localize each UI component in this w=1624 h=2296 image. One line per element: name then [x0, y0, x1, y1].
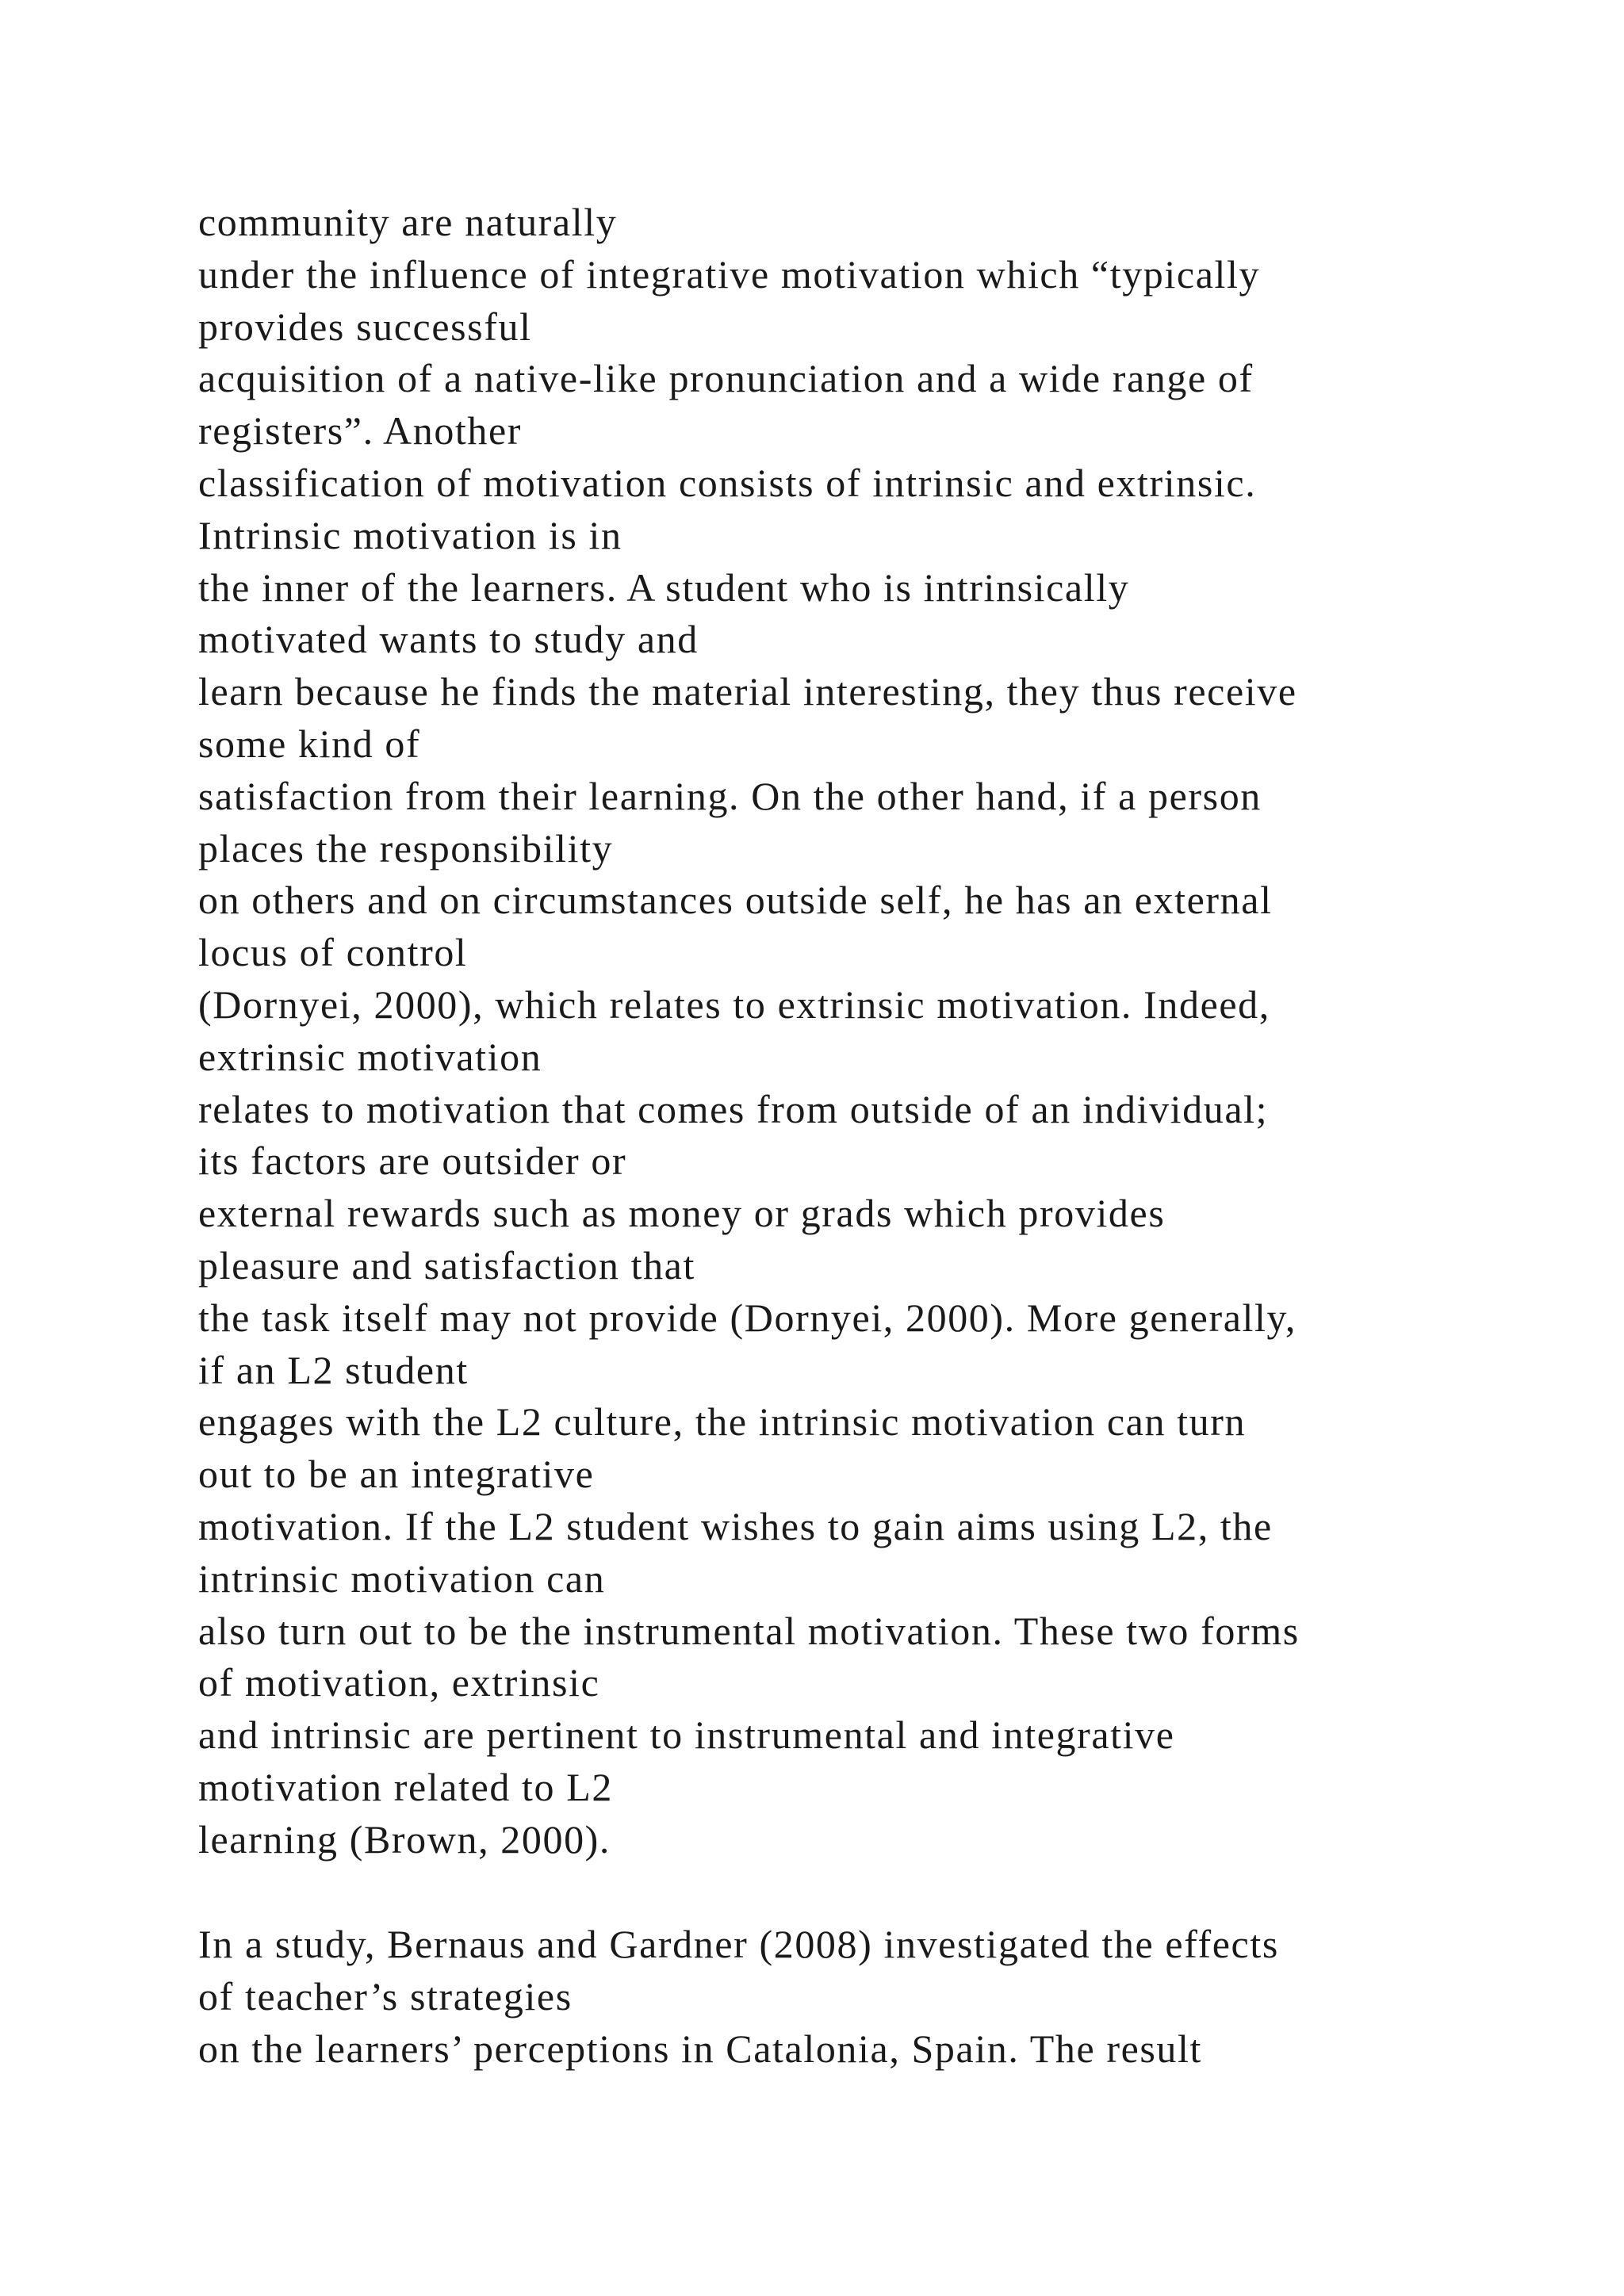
text-line: and intrinsic are pertinent to instrumental and integrative [198, 1712, 1175, 1758]
text-line: locus of control [198, 930, 468, 975]
text-line: out to be an integrative [198, 1452, 595, 1497]
paragraph-motivation-classification [198, 197, 1546, 1866]
text-line: classification of motivation consists of intrinsic and extrinsic. [198, 460, 1257, 505]
text-line: community are naturally [198, 200, 618, 244]
text-line: also turn out to be the instrumental motivation. These two forms [198, 1608, 1300, 1653]
text-line: external rewards such as money or grads which provides [198, 1191, 1166, 1236]
text-line: Intrinsic motivation is in [198, 512, 622, 557]
text-line: motivated wants to study and [198, 617, 699, 662]
text-line: motivation related to L2 [198, 1764, 613, 1809]
text-line: acquisition of a native-like pronunciation and a wide range of [198, 356, 1254, 401]
text-line: places the responsibility [198, 825, 614, 871]
paragraph-bernaus-gardner-study [198, 1919, 1546, 2075]
text-line: under the influence of integrative motivation which “typically [198, 251, 1261, 297]
text-line: of teacher’s strategies [198, 1973, 573, 2019]
text-line: (Dornyei, 2000), which relates to extrinsic motivation. Indeed, [198, 982, 1270, 1027]
text-line: relates to motivation that comes from outside of an individual; [198, 1086, 1269, 1131]
text-line: registers”. Another [198, 408, 523, 453]
text-line: pleasure and satisfaction that [198, 1242, 695, 1288]
text-line: on others and on circumstances outside self, he has an external [198, 878, 1273, 923]
text-line: learning (Brown, 2000). [198, 1816, 611, 1862]
text-line: intrinsic motivation can [198, 1556, 606, 1601]
text-line: if an L2 student [198, 1347, 469, 1392]
text-line: learn because he finds the material interesting, they thus receive [198, 669, 1297, 714]
text-line: on the learners’ perceptions in Catalonia, Spain. The result [198, 2026, 1203, 2071]
text-line: some kind of [198, 721, 421, 766]
text-line: satisfaction from their learning. On the other hand, if a person [198, 773, 1262, 818]
text-line: engages with the L2 culture, the intrinsic motivation can turn [198, 1399, 1247, 1445]
text-line: provides successful [198, 304, 532, 349]
text-line: extrinsic motivation [198, 1034, 542, 1079]
text-line: motivation. If the L2 student wishes to gain aims using L2, the [198, 1503, 1273, 1548]
text-line: the task itself may not provide (Dornyei, 2000). More generally, [198, 1295, 1297, 1340]
text-line: its factors are outsider or [198, 1138, 627, 1184]
text-line: In a study, Bernaus and Gardner (2008) investigated the effects [198, 1922, 1279, 1966]
text-line: the inner of the learners. A student who is intrinsically [198, 564, 1130, 610]
text-line: of motivation, extrinsic [198, 1660, 600, 1705]
